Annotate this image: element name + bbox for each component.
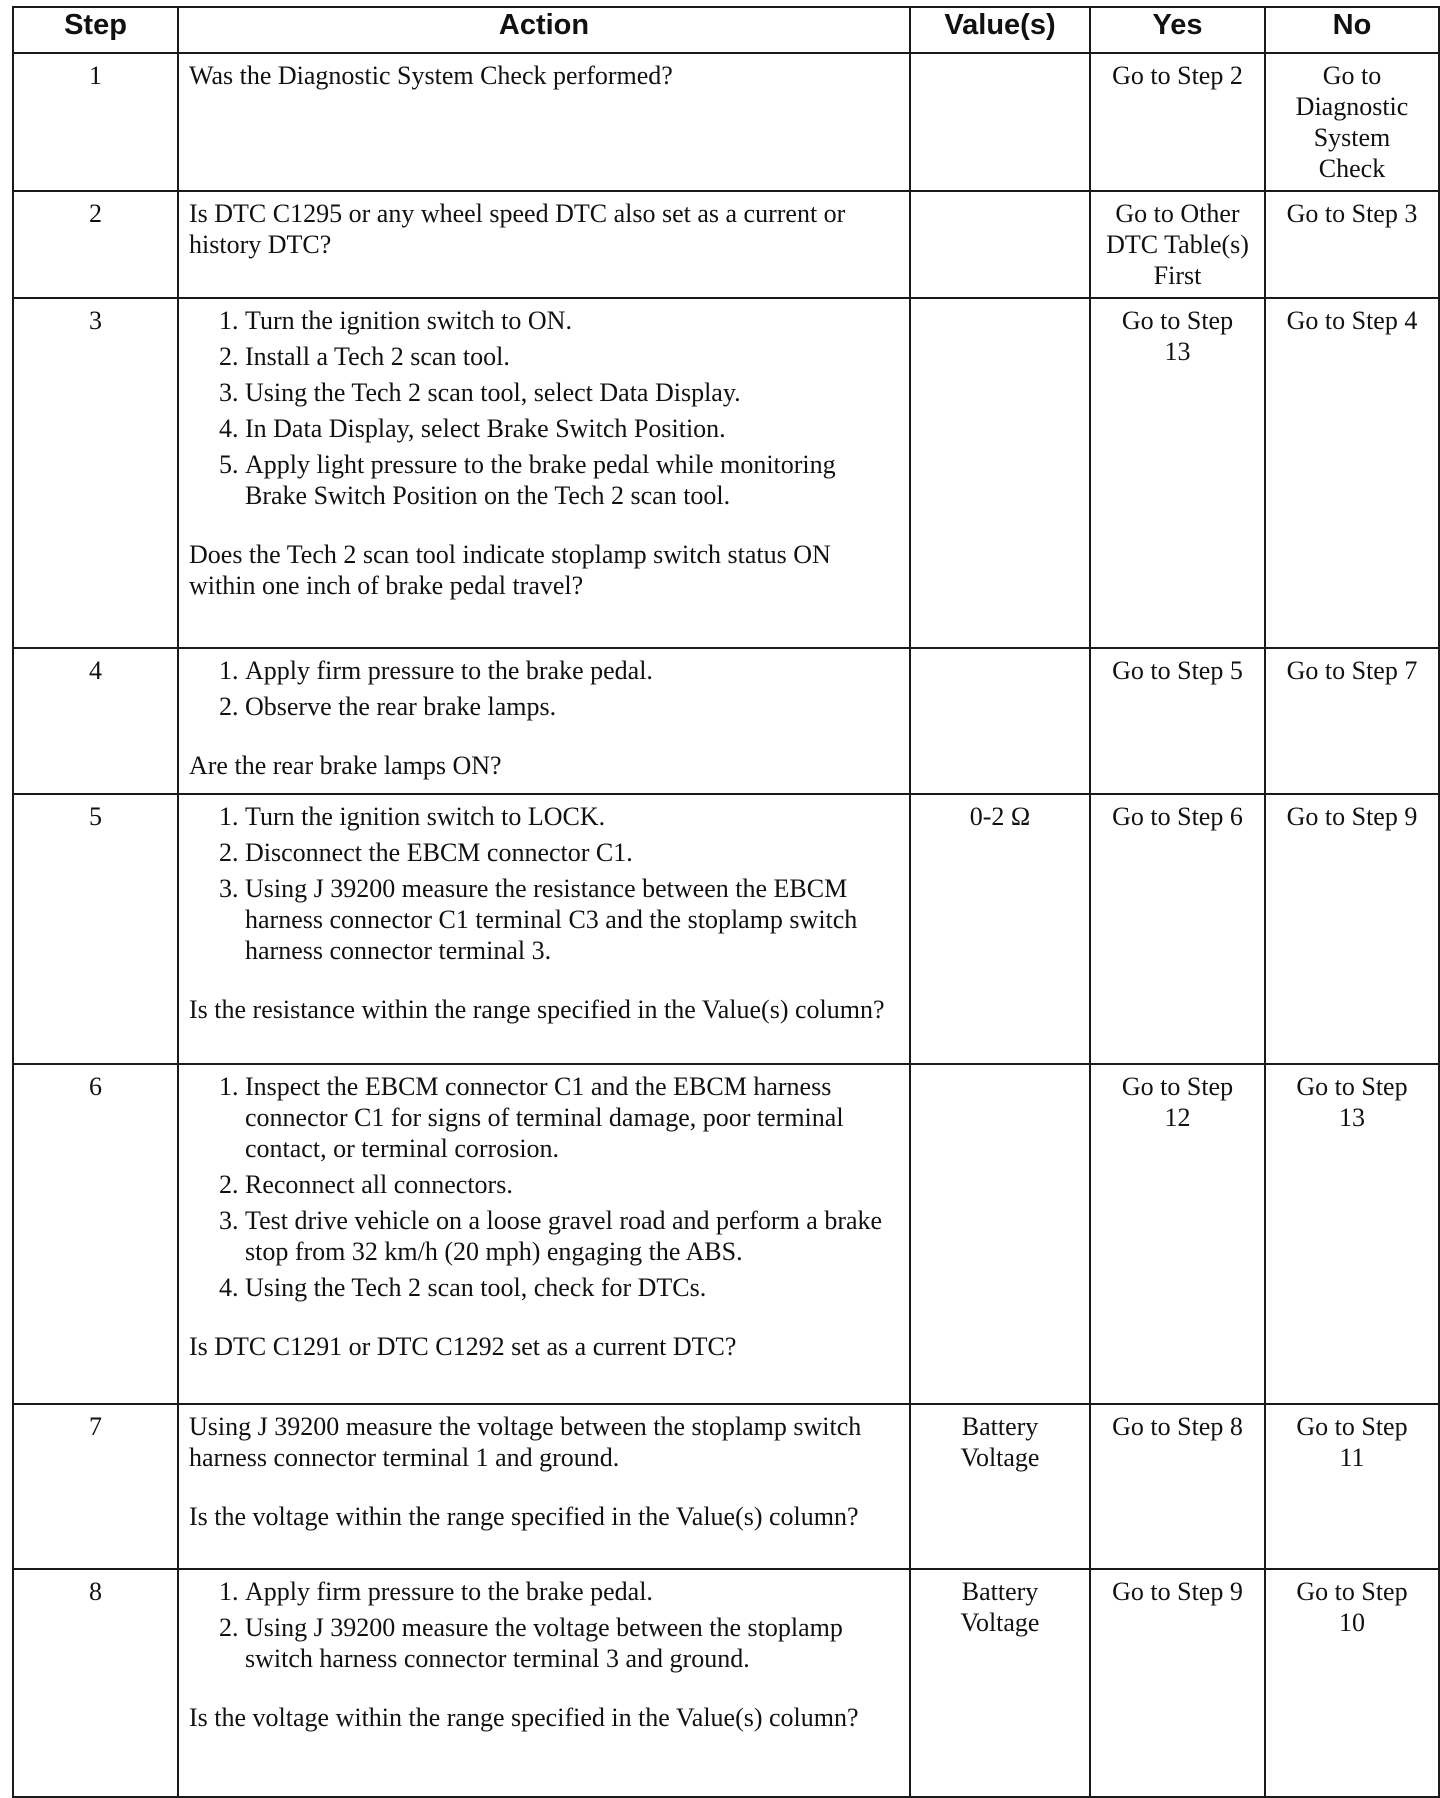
action-step-item: 2. Observe the rear brake lamps.: [245, 691, 899, 722]
table-row: [13, 1064, 1439, 1404]
step-number: 7: [13, 1404, 178, 1569]
action-step-item: 1. Apply firm pressure to the brake pedal.: [245, 1576, 899, 1607]
action-step-item: 3. Using the Tech 2 scan tool, select Data Display.: [245, 377, 899, 408]
action-question: Is DTC C1295 or any wheel speed DTC also set as a current or history DTC?: [189, 199, 846, 259]
step-number: 2: [13, 191, 178, 298]
action-question: Is the voltage within the range specified in the Value(s) column?: [189, 1703, 859, 1732]
yes-cell: Go to Step 12: [1090, 1064, 1265, 1404]
action-step-item: 2. Using J 39200 measure the voltage between the stoplamp switch harness connector terminal 3 and ground.: [245, 1612, 899, 1674]
value-cell: Battery Voltage: [910, 1404, 1090, 1569]
action-step-item: 3. Using J 39200 measure the resistance between the EBCM harness connector C1 terminal C3 and the stoplamp switch harness connector terminal 3.: [245, 873, 899, 966]
no-cell: Go to Step 13: [1265, 1064, 1439, 1404]
table-row: [13, 794, 1439, 1064]
no-cell: Go to Step 3: [1265, 191, 1439, 298]
action-steps: [189, 1071, 899, 1303]
value-cell: [910, 191, 1090, 298]
value-cell: [910, 1064, 1090, 1404]
step-number: 6: [13, 1064, 178, 1404]
diagnostic-table: [12, 6, 1440, 1798]
action-steps: [189, 801, 899, 966]
action-step-item: 1. Turn the ignition switch to LOCK.: [245, 801, 899, 832]
yes-cell: Go to Step 13: [1090, 298, 1265, 648]
step-number: 8: [13, 1569, 178, 1797]
yes-cell: Go to Step 8: [1090, 1404, 1265, 1569]
no-cell: Go to Step 10: [1265, 1569, 1439, 1797]
step-number: 5: [13, 794, 178, 1064]
header-yes: Yes: [1090, 7, 1265, 53]
action-question: Are the rear brake lamps ON?: [189, 751, 502, 780]
action-question: Is the resistance within the range specified in the Value(s) column?: [189, 995, 885, 1024]
action-step-item: 3. Test drive vehicle on a loose gravel road and perform a brake stop from 32 km/h (20 mph) engaging the ABS.: [245, 1205, 899, 1267]
header-no: No: [1265, 7, 1439, 53]
table-row: [13, 298, 1439, 648]
no-cell: Go to Step 4: [1265, 298, 1439, 648]
yes-cell: Go to Step 2: [1090, 53, 1265, 191]
action-step-item: 2. Install a Tech 2 scan tool.: [245, 341, 899, 372]
table-row: [13, 648, 1439, 794]
action-step-item: 2. Disconnect the EBCM connector C1.: [245, 837, 899, 868]
value-cell: Battery Voltage: [910, 1569, 1090, 1797]
yes-cell: Go to Step 6: [1090, 794, 1265, 1064]
yes-cell: Go to Step 5: [1090, 648, 1265, 794]
action-question: Was the Diagnostic System Check performed?: [189, 61, 673, 90]
action-cell: [178, 1404, 910, 1569]
action-step-item: 2. Reconnect all connectors.: [245, 1169, 899, 1200]
table-row: [13, 1404, 1439, 1569]
value-cell: 0-2 Ω: [910, 794, 1090, 1064]
header-action: Action: [178, 7, 910, 53]
table-row: [13, 53, 1439, 191]
action-steps: [189, 305, 899, 511]
action-lead: Using J 39200 measure the voltage between the stoplamp switch harness connector terminal 1 and ground.: [189, 1412, 862, 1472]
table-row: [13, 1569, 1439, 1797]
step-number: 1: [13, 53, 178, 191]
action-step-item: 4. Using the Tech 2 scan tool, check for DTCs.: [245, 1272, 899, 1303]
action-cell: [178, 53, 910, 191]
step-number: 3: [13, 298, 178, 648]
action-question: Does the Tech 2 scan tool indicate stoplamp switch status ON within one inch of brake pedal travel?: [189, 540, 831, 600]
action-step-item: 5. Apply light pressure to the brake pedal while monitoring Brake Switch Position on the Tech 2 scan tool.: [245, 449, 899, 511]
action-cell: [178, 1569, 910, 1797]
action-steps: [189, 1576, 899, 1674]
value-cell: [910, 298, 1090, 648]
action-cell: [178, 648, 910, 794]
yes-cell: Go to Other DTC Table(s) First: [1090, 191, 1265, 298]
table-row: [13, 191, 1439, 298]
action-question: Is the voltage within the range specified in the Value(s) column?: [189, 1502, 859, 1531]
no-cell: Go to Step 11: [1265, 1404, 1439, 1569]
action-step-item: 1. Apply firm pressure to the brake pedal.: [245, 655, 899, 686]
action-question: Is DTC C1291 or DTC C1292 set as a current DTC?: [189, 1332, 737, 1361]
action-cell: [178, 794, 910, 1064]
yes-cell: Go to Step 9: [1090, 1569, 1265, 1797]
value-cell: [910, 648, 1090, 794]
action-cell: [178, 191, 910, 298]
step-number: 4: [13, 648, 178, 794]
action-step-item: 1. Inspect the EBCM connector C1 and the EBCM harness connector C1 for signs of terminal damage, poor terminal contact, or terminal corrosion.: [245, 1071, 899, 1164]
header-row: [13, 7, 1439, 53]
header-values: Value(s): [910, 7, 1090, 53]
no-cell: Go to Diagnostic System Check: [1265, 53, 1439, 191]
value-cell: [910, 53, 1090, 191]
header-step: Step: [13, 7, 178, 53]
no-cell: Go to Step 9: [1265, 794, 1439, 1064]
action-step-item: 1. Turn the ignition switch to ON.: [245, 305, 899, 336]
no-cell: Go to Step 7: [1265, 648, 1439, 794]
action-step-item: 4. In Data Display, select Brake Switch Position.: [245, 413, 899, 444]
action-cell: [178, 298, 910, 648]
action-cell: [178, 1064, 910, 1404]
action-steps: [189, 655, 899, 722]
